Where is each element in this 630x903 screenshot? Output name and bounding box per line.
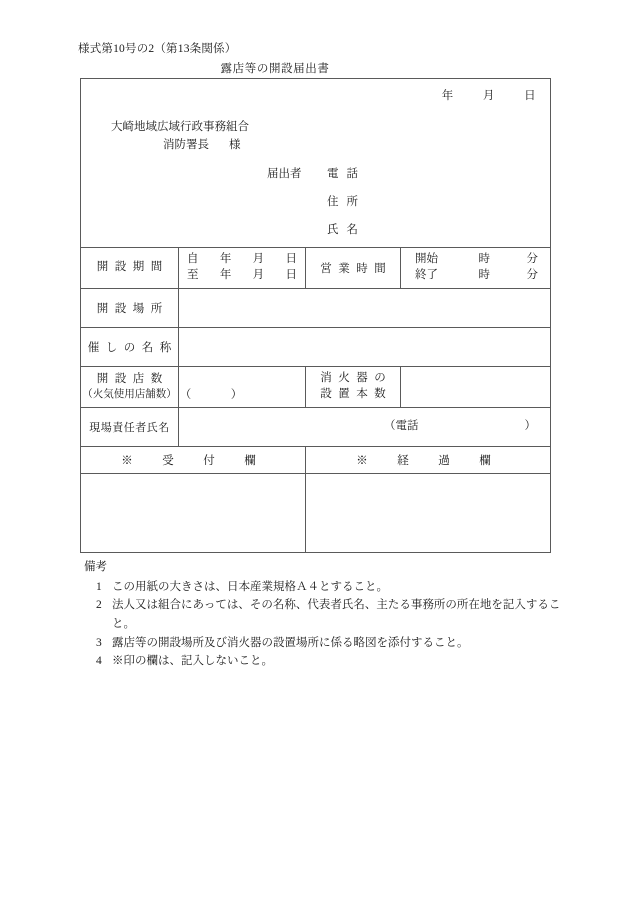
applicant-name-label: 氏名 [327, 224, 366, 237]
addressee-officer-line [111, 137, 249, 155]
applicant-phone-label: 電話 [327, 168, 366, 181]
note-text: ※印の欄は、記入しないこと。 [112, 655, 273, 668]
period-from-day: 日 [285, 253, 297, 266]
table-row-period [81, 248, 551, 289]
business-hours-start-minute: 分 [526, 253, 538, 266]
business-hours-end-minute: 分 [526, 269, 538, 281]
reception-value-cell[interactable] [81, 474, 306, 553]
location-value-cell[interactable] [179, 289, 551, 328]
applicant-address-label: 住所 [327, 196, 366, 209]
store-count-value-cell[interactable] [179, 367, 306, 408]
period-to-year: 年 [219, 269, 232, 281]
applicant-label: 届出者 [267, 168, 302, 181]
period-to-day: 日 [285, 269, 297, 281]
list-item [84, 634, 564, 653]
business-hours-value-cell[interactable] [401, 248, 551, 289]
period-from-year: 年 [219, 253, 232, 266]
note-number: 2 [96, 599, 102, 612]
header-block-cell [81, 79, 551, 248]
manager-tel-close: ） [524, 420, 536, 432]
list-item [84, 652, 564, 671]
store-count-label-cell [81, 367, 179, 408]
manager-value-cell[interactable] [179, 408, 551, 447]
form-code: 様式第10号の2（第13条関係） [78, 43, 237, 55]
note-text: 法人又は組合にあっては、その名称、代表者氏名、主たる事務所の所在地を記入すること。 [112, 599, 561, 630]
note-number: 1 [96, 580, 102, 593]
period-to-mark: 至 [187, 269, 199, 281]
table-row-official-headers [81, 447, 551, 474]
store-count-label: 開設店数 [96, 373, 169, 386]
applicant-block [267, 161, 385, 245]
addressee-block [111, 119, 249, 155]
period-label-cell [81, 248, 179, 289]
extinguisher-label-line1: 消火器の [320, 372, 393, 385]
period-from-line [187, 252, 297, 268]
note-number: 4 [96, 655, 102, 668]
list-item [84, 596, 564, 633]
business-hours-end-hour: 時 [478, 269, 490, 281]
notes-caption: 備考 [84, 561, 107, 573]
business-hours-label: 営業時間 [320, 263, 393, 275]
manager-tel-open: （電話 [384, 420, 419, 432]
table-row-official-bodies [81, 474, 551, 553]
event-name-value-cell[interactable] [179, 328, 551, 367]
event-name-label-cell [81, 328, 179, 367]
event-name-label: 催しの名称 [87, 342, 178, 354]
date-day: 日 [524, 90, 536, 102]
business-hours-start-line [415, 252, 538, 268]
notes-section [84, 558, 564, 671]
progress-value-cell[interactable] [306, 474, 551, 553]
table-row-header [81, 79, 551, 248]
location-label-cell [81, 289, 179, 328]
notification-form-table [80, 78, 551, 553]
note-number: 3 [96, 636, 102, 649]
extinguisher-value-cell[interactable] [401, 367, 551, 408]
addressee-honorific: 様 [229, 138, 241, 151]
reception-header-cell [81, 447, 306, 474]
extinguisher-label-line2: 設置本数 [320, 388, 393, 400]
page-title: 露店等の開設届出書 [220, 63, 330, 75]
applicant-phone-row [267, 161, 385, 189]
date-line [442, 87, 536, 103]
applicant-name-row [267, 217, 385, 245]
addressee-officer: 消防署長 [163, 138, 209, 151]
business-hours-label-cell [306, 248, 401, 289]
progress-label: ※ 経 過 欄 [356, 455, 500, 467]
store-count-paren: （ ） [179, 389, 257, 401]
table-row-store-count [81, 367, 551, 408]
list-item [84, 578, 564, 597]
period-label: 開設期間 [96, 261, 169, 274]
date-year: 年 [441, 90, 454, 102]
note-text: 露店等の開設場所及び消火器の設置場所に係る略図を添付すること。 [112, 636, 469, 649]
progress-header-cell [306, 447, 551, 474]
addressee-organization: 大崎地域広域行政事務組合 [111, 121, 249, 133]
period-to-month: 月 [252, 269, 265, 281]
applicant-address-row [267, 189, 385, 217]
note-text: この用紙の大きさは、日本産業規格Ａ４とすること。 [112, 580, 388, 593]
business-hours-start-hour: 時 [478, 253, 490, 266]
period-to-line [187, 268, 297, 284]
location-label: 開設場所 [96, 303, 169, 315]
manager-label: 現場責任者氏名 [89, 422, 170, 434]
table-row-event-name [81, 328, 551, 367]
table-row-location [81, 289, 551, 328]
extinguisher-label-cell [306, 367, 401, 408]
business-hours-end-line [415, 268, 538, 284]
manager-label-cell [81, 408, 179, 447]
reception-label: ※ 受 付 欄 [121, 455, 265, 467]
date-month: 月 [482, 90, 495, 102]
notes-list [84, 578, 564, 671]
period-from-month: 月 [252, 253, 265, 266]
period-value-cell[interactable] [179, 248, 306, 289]
period-from-mark: 自 [187, 253, 199, 266]
table-row-manager [81, 408, 551, 447]
business-hours-start-mark: 開始 [415, 253, 438, 266]
store-count-sub-label: （火気使用店舗数） [82, 388, 177, 400]
business-hours-end-mark: 終了 [415, 269, 438, 281]
